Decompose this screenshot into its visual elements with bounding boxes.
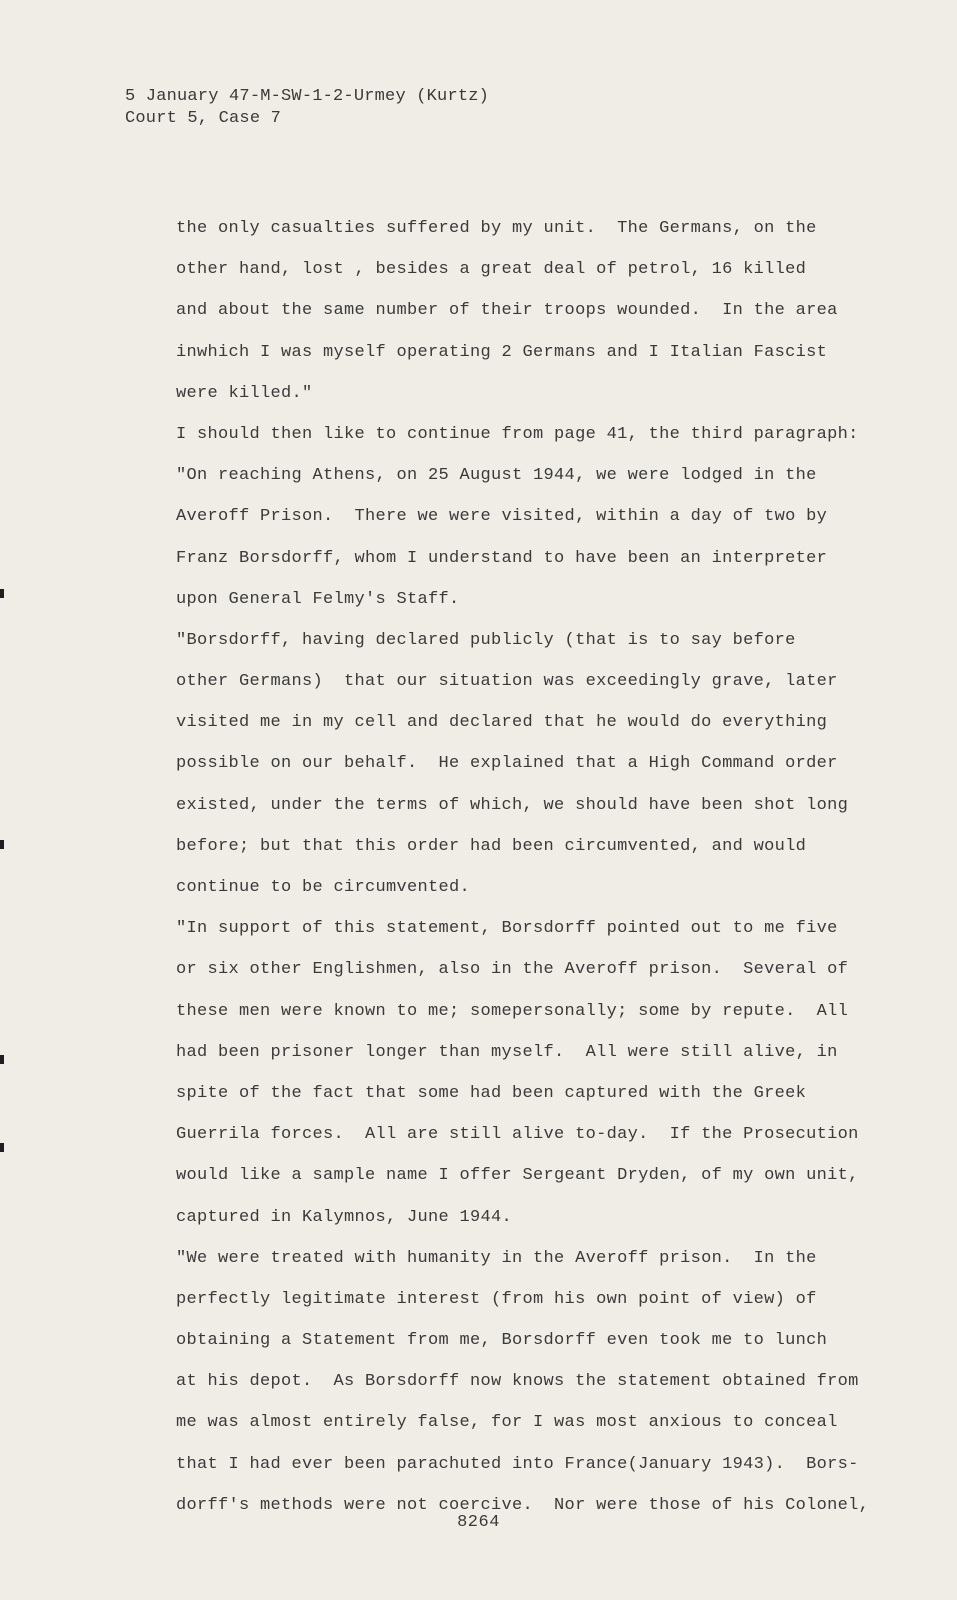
binding-hole-mark <box>0 1055 4 1064</box>
binding-hole-mark <box>0 589 4 598</box>
transcript-line: upon General Felmy's Staff. <box>176 589 460 609</box>
transcript-line: obtaining a Statement from me, Borsdorff even took me to lunch <box>176 1331 828 1351</box>
transcript-line: at his depot. As Borsdorff now knows the statement obtained from <box>176 1372 859 1392</box>
page-number: 8264 <box>457 1513 500 1532</box>
transcript-line: visited me in my cell and declared that he would do everything <box>176 713 828 733</box>
transcript-body <box>176 208 896 1526</box>
transcript-line: "We were treated with humanity in the Averoff prison. In the <box>176 1248 817 1268</box>
transcript-line: "In support of this statement, Borsdorff pointed out to me five <box>176 919 838 939</box>
binding-hole-mark <box>0 840 4 849</box>
transcript-line: Averoff Prison. There we were visited, within a day of two by <box>176 507 828 527</box>
document-header <box>125 86 489 130</box>
transcript-line: and about the same number of their troops wounded. In the area <box>176 301 838 321</box>
transcript-line: or six other Englishmen, also in the Averoff prison. Several of <box>176 960 849 980</box>
transcript-line: captured in Kalymnos, June 1944. <box>176 1207 513 1227</box>
transcript-line: spite of the fact that some had been captured with the Greek <box>176 1083 807 1103</box>
transcript-line: were killed." <box>176 383 313 403</box>
transcript-line: other hand, lost , besides a great deal of petrol, 16 killed <box>176 260 807 280</box>
transcript-line: these men were known to me; somepersonally; some by repute. All <box>176 1001 849 1021</box>
transcript-line: dorff's methods were not coercive. Nor were those of his Colonel, <box>176 1495 870 1515</box>
transcript-line: existed, under the terms of which, we should have been shot long <box>176 795 849 815</box>
transcript-line: would like a sample name I offer Sergeant Dryden, of my own unit, <box>176 1166 859 1186</box>
transcript-line: Guerrila forces. All are still alive to-day. If the Prosecution <box>176 1125 859 1145</box>
transcript-line: had been prisoner longer than myself. All were still alive, in <box>176 1042 838 1062</box>
header-line-date-reference: 5 January 47-M-SW-1-2-Urmey (Kurtz) <box>125 87 490 106</box>
transcript-line: that I had ever been parachuted into France(January 1943). Bors- <box>176 1454 859 1474</box>
transcript-line: perfectly legitimate interest (from his own point of view) of <box>176 1289 817 1309</box>
transcript-line: "Borsdorff, having declared publicly (that is to say before <box>176 630 796 650</box>
transcript-line: "On reaching Athens, on 25 August 1944, we were lodged in the <box>176 466 817 486</box>
transcript-line: before; but that this order had been circumvented, and would <box>176 836 807 856</box>
header-line-court-case: Court 5, Case 7 <box>125 109 282 128</box>
transcript-line: me was almost entirely false, for I was most anxious to conceal <box>176 1413 838 1433</box>
transcript-line: other Germans) that our situation was exceedingly grave, later <box>176 672 838 692</box>
transcript-line: possible on our behalf. He explained that a High Command order <box>176 754 838 774</box>
transcript-line: I should then like to continue from page 41, the third paragraph: <box>176 424 859 444</box>
transcript-line: inwhich I was myself operating 2 Germans and I Italian Fascist <box>176 342 828 362</box>
transcript-line: continue to be circumvented. <box>176 878 471 897</box>
transcript-line: Franz Borsdorff, whom I understand to have been an interpreter <box>176 548 828 568</box>
transcript-line: the only casualties suffered by my unit. The Germans, on the <box>176 219 817 238</box>
binding-hole-mark <box>0 1143 4 1152</box>
